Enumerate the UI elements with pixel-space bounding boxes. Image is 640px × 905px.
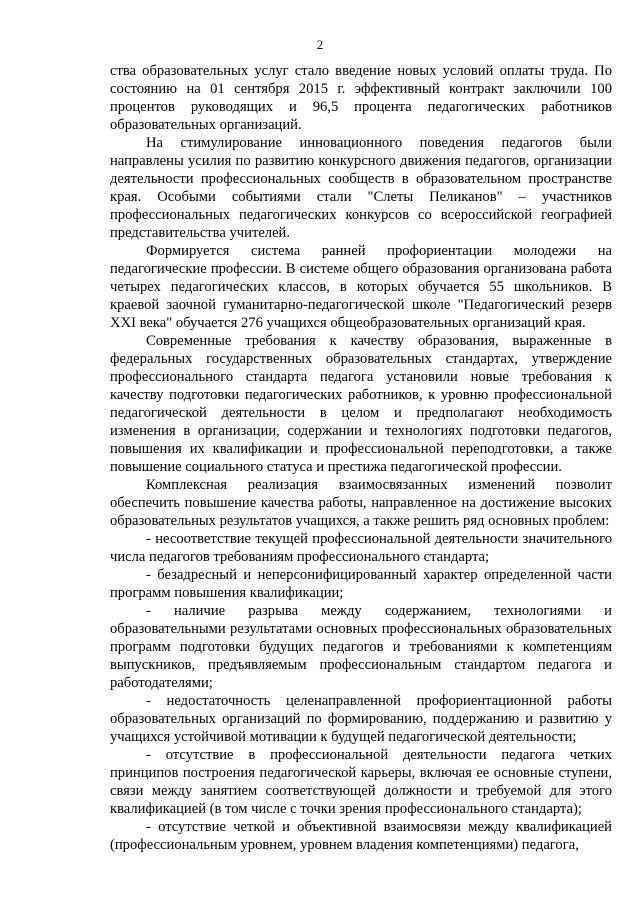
list-item-problem-4: - недостаточность целенаправленной профориентационной работы образовательных организаций по формированию, поддержанию и развитию у учащихся устойчивой мотивации к будущей педагогической деятельности; bbox=[110, 693, 612, 745]
list-item-problem-5: - отсутствие в профессиональной деятельности педагога четких принципов построения педагогической карьеры, включая ее основные ступени, связи между занятием соответствующей должности и требуемой для этого квалификацией (в том числе с точки зрения профессионального стандарта); bbox=[110, 747, 612, 817]
list-item-problem-6: - отсутствие четкой и объективной взаимосвязи между квалификацией (профессиональным уровнем, уровнем владения компетенциями) педагога, bbox=[110, 819, 612, 853]
list-item-problem-1: - несоответствие текущей профессиональной деятельности значительного числа педагогов требованиям профессионального стандарта; bbox=[110, 531, 612, 565]
list-item-problem-3: - наличие разрыва между содержанием, технологиями и образовательными результатами основных профессиональных образовательных программ подготовки будущих педагогов и требованиями к компетенциям выпускников, предъявляемым профессиональным стандартом педагога и работодателями; bbox=[110, 603, 612, 691]
paragraph-continuation: ства образовательных услуг стало введение новых условий оплаты труда. По состоянию на 01 сентября 2015 г. эффективный контракт заключили 100 процентов руководящих и 96,5 процента педагогических работников образовательных организаций. bbox=[110, 63, 612, 133]
list-item-problem-2: - безадресный и неперсонифицированный характер определенной части программ повышения квалификации; bbox=[110, 567, 612, 601]
paragraph-problems-intro: Комплексная реализация взаимосвязанных изменений позволит обеспечить повышение качества работы, направленное на достижение высоких образовательных результатов учащихся, а также решить ряд основных проблем: bbox=[110, 477, 612, 529]
page-number: 2 bbox=[316, 37, 324, 52]
document-body bbox=[110, 62, 612, 854]
paragraph-requirements: Современные требования к качеству образования, выраженные в федеральных государственных образовательных стандартах, утверждение профессионального стандарта педагога установили новые требования к качеству подготовки педагогических работников, к уровню профессиональной педагогической деятельности в целом и предполагают необходимость изменения в организации, содержании и технологиях подготовки педагогов, повышения их квалификации и профессиональной переподготовки, а также повышение социального статуса и престижа педагогической профессии. bbox=[110, 333, 612, 475]
paragraph-career-guidance: Формируется система ранней профориентации молодежи на педагогические профессии. В системе общего образования организована работа четырех педагогических классов, в которых обучается 55 школьников. В краевой заочной гуманитарно-педагогической школе "Педагогический резерв XXI века" обучается 276 учащихся общеобразовательных организаций края. bbox=[110, 243, 612, 331]
paragraph-innovation: На стимулирование инновационного поведения педагогов были направлены усилия по развитию конкурсного движения педагогов, организации деятельности профессиональных сообществ в образовательном пространстве края. Особыми событиями стали "Слеты Пеликанов" – участников профессиональных педагогических конкурсов со всероссийской географией представительства учителей. bbox=[110, 135, 612, 241]
